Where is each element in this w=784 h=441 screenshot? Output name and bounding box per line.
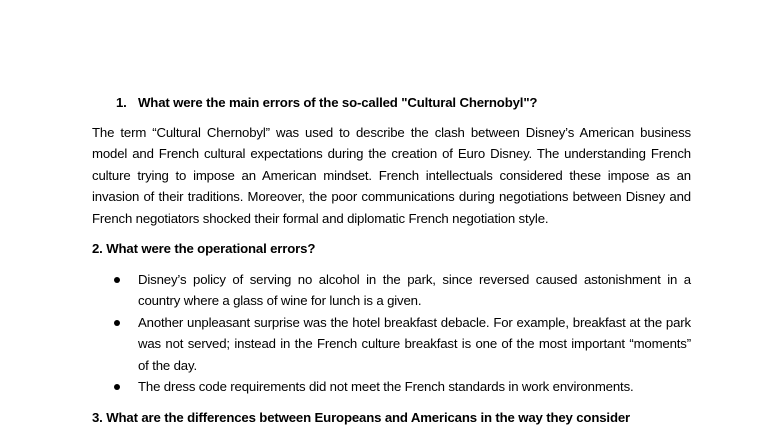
bullet-icon <box>114 320 120 326</box>
question-3-heading: 3. What are the differences between Europeans and Americans in the way they consider <box>92 409 631 425</box>
list-item-text: Disney’s policy of serving no alcohol in the park, since reversed caused astonishment in a country where a glass of wine for lunch is a given. <box>138 271 691 308</box>
document-body <box>92 92 691 428</box>
answer-1-paragraph: The term “Cultural Chernobyl” was used to describe the clash between Disney’s American business model and French cultural expectations during the creation of Euro Disney. The understanding French culture trying to impose an American mindset. French intellectuals considered these impose as an invasion of their traditions. Moreover, the poor communications during negotiations between Disney and French negotiators shocked their formal and diplomatic French negotiation style. <box>92 124 691 226</box>
question-1-number: 1. <box>116 95 127 110</box>
list-item-text: The dress code requirements did not meet the French standards in work environments. <box>138 379 634 394</box>
list-item <box>92 376 691 398</box>
list-item-text: Another unpleasant surprise was the hotel breakfast debacle. For example, breakfast at the park was not served; instead in the French culture breakfast is one of the most important “moments” of the day. <box>138 314 691 373</box>
question-2-heading: 2. What were the operational errors? <box>92 241 316 256</box>
question-1-text: What were the main errors of the so-called "Cultural Chernobyl"? <box>138 95 538 110</box>
operational-errors-list <box>92 269 691 398</box>
bullet-icon <box>114 277 120 283</box>
bullet-icon <box>114 384 120 390</box>
list-item <box>92 269 691 312</box>
list-item <box>92 312 691 377</box>
question-1-heading <box>92 92 691 114</box>
